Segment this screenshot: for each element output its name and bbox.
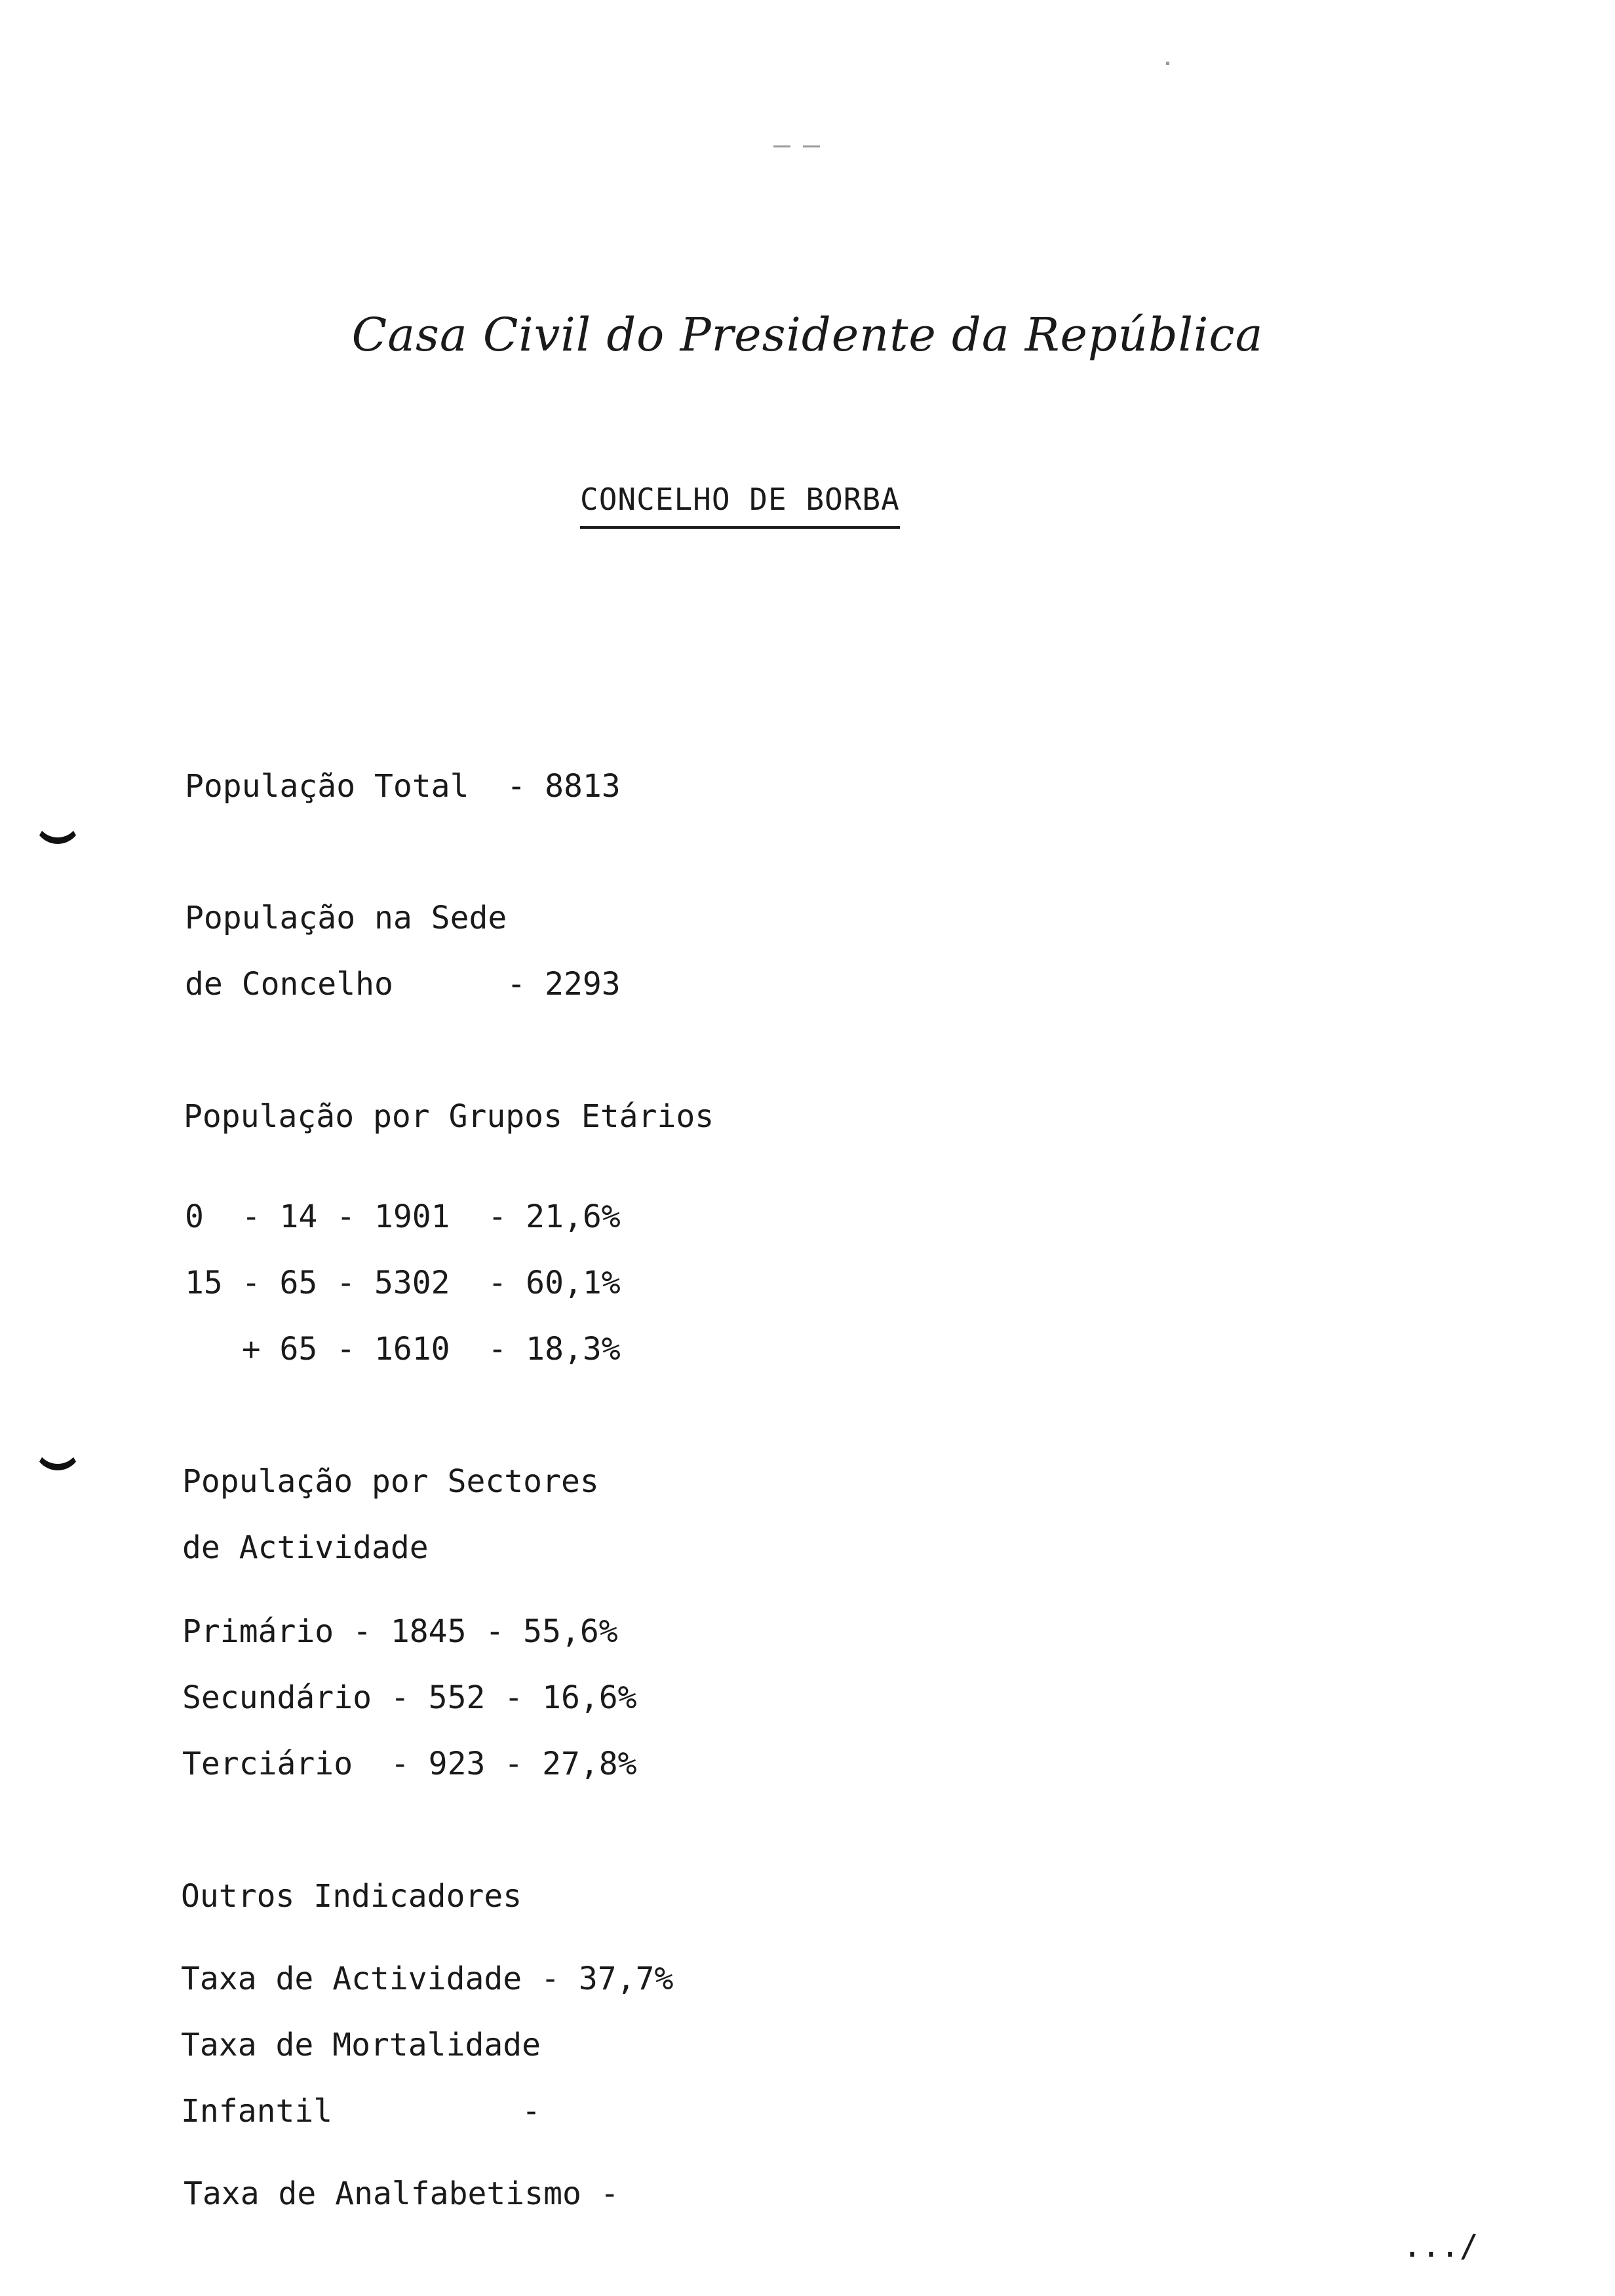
indicator-row: Taxa de Mortalidade (181, 2027, 541, 2063)
document-title: CONCELHO DE BORBA (580, 482, 900, 529)
sector-row: Secundário - 552 - 16,6% (182, 1679, 637, 1716)
age-groups-heading: População por Grupos Etários (184, 1098, 714, 1135)
age-group-row: + 65 - 1610 - 18,3% (185, 1331, 621, 1368)
scan-speck (773, 145, 790, 147)
continuation-mark: .../ (1403, 2228, 1479, 2265)
sectors-heading-cont: de Actividade (182, 1529, 429, 1566)
margin-check-mark (34, 1442, 81, 1470)
indicator-row: Taxa de Actividade - 37,7% (181, 1961, 674, 1997)
margin-check-mark (34, 815, 81, 844)
sectors-heading: População por Sectores (182, 1463, 599, 1500)
population-seat-label: População na Sede (185, 900, 507, 936)
indicator-row: Infantil - (181, 2093, 541, 2130)
population-seat-value: de Concelho - 2293 (185, 966, 621, 1003)
age-group-row: 0 - 14 - 1901 - 21,6% (185, 1198, 621, 1235)
other-indicators-heading: Outros Indicadores (181, 1878, 522, 1915)
sector-row: Terciário - 923 - 27,8% (182, 1746, 637, 1782)
population-total: População Total - 8813 (185, 768, 621, 805)
age-group-row: 15 - 65 - 5302 - 60,1% (185, 1265, 621, 1301)
indicator-row: Taxa de Analfabetismo - (184, 2175, 619, 2212)
scan-speck (1166, 62, 1169, 65)
sector-row: Primário - 1845 - 55,6% (182, 1613, 618, 1650)
scan-speck (803, 145, 820, 147)
letterhead: Casa Civil do Presidente da República (351, 308, 1264, 362)
